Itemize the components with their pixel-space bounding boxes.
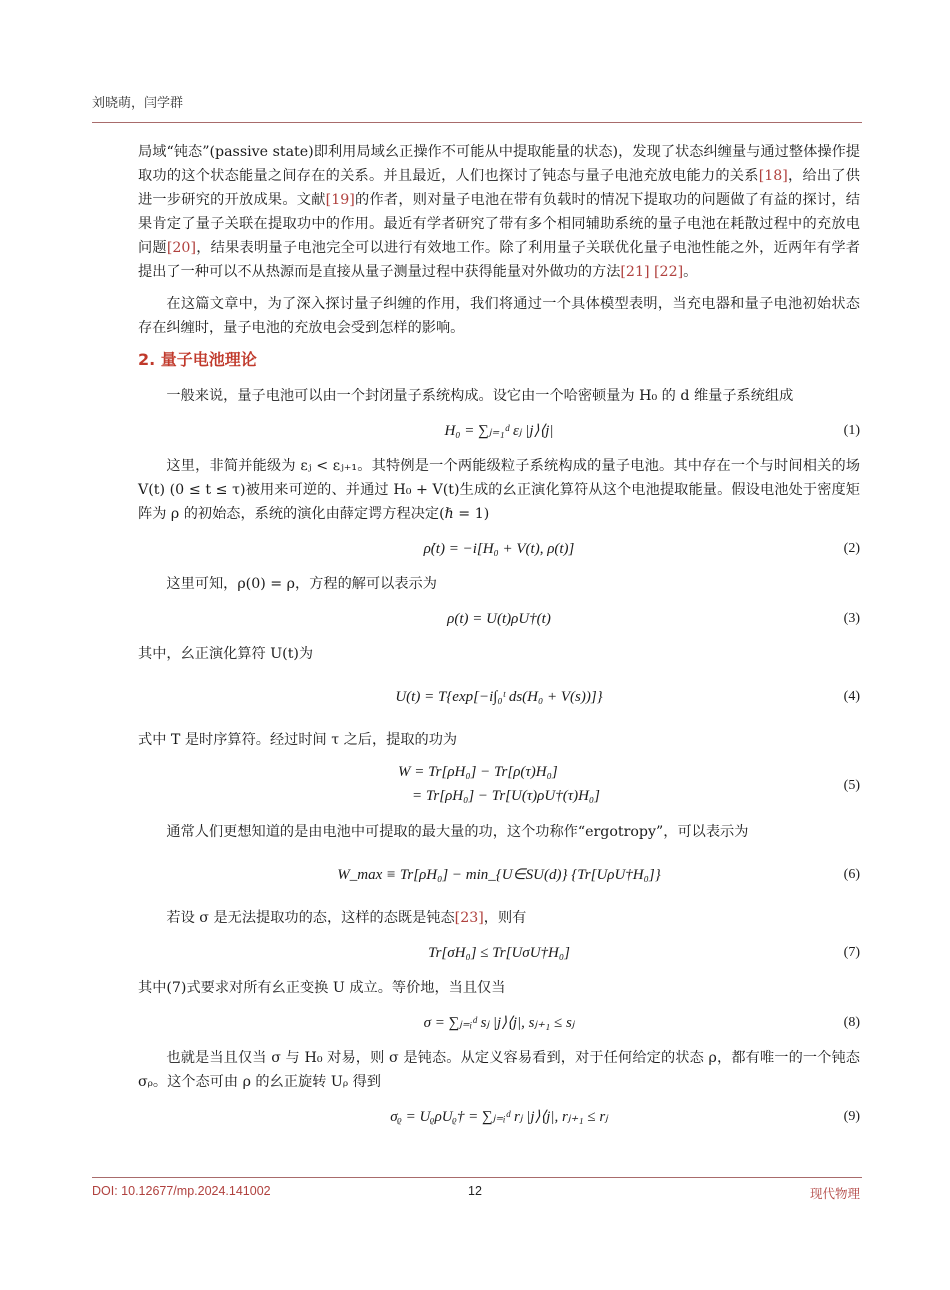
equation-number: (7) xyxy=(843,945,860,960)
page-number: 12 xyxy=(468,1184,482,1198)
footer-divider xyxy=(92,1177,862,1178)
running-head-authors: 刘晓萌，闫学群 xyxy=(92,96,184,111)
equation-4: U(t) = T{exp[−i∫₀ᵗ ds(H₀ + V(s))]} (4) xyxy=(138,674,860,720)
equation-8: σ = ∑ⱼ₌ᵢᵈ sⱼ |j⟩⟨j|, sⱼ₊₁ ≤ sⱼ (8) xyxy=(138,1008,860,1038)
equation-number: (3) xyxy=(843,611,860,626)
footer-doi-link[interactable]: DOI: 10.12677/mp.2024.141002 xyxy=(92,1184,271,1198)
paragraph-9: 若设 σ 是无法提取功的态，这样的态既是钝态[23]，则有 xyxy=(166,910,527,926)
paragraph-5: 这里可知，ρ(0) = ρ，方程的解可以表示为 xyxy=(166,576,437,592)
equation-1: H₀ = ∑ⱼ₌₁ᵈ εⱼ |j⟩⟨j| (1) xyxy=(138,416,860,446)
paragraph-11: 也就是当且仅当 σ 与 H₀ 对易，则 σ 是钝态。从定义容易看到，对于任何给定的状态 ρ，都有唯一的一个钝态 σᵨ。这个态可由 ρ 的幺正旋转 Uᵨ 得到 xyxy=(138,1050,860,1090)
paragraph-4: 这里，非简并能级为 εⱼ < εⱼ₊₁。其特例是一个两能级粒子系统构成的量子电池。其中存在一个与时间相关的场 V(t) (0 ≤ t ≤ τ)被用来可逆的、并通过 H₀ + V(t)生成的幺正演化算符从这个电池提取能量。假设电池处于密度矩阵为 ρ 的初始态，系统的演化由薛定谔方程决定(ℏ = 1) xyxy=(138,458,860,522)
citation-21-22[interactable]: [21] [22] xyxy=(620,264,684,280)
paragraph-8: 通常人们更想知道的是由电池中可提取的最大量的功，这个功称作“ergotropy”，可以表示为 xyxy=(166,824,749,840)
citation-18[interactable]: [18] xyxy=(758,168,788,184)
equation-number: (4) xyxy=(843,689,860,704)
equation-number: (1) xyxy=(843,423,860,438)
paragraph-6: 其中，幺正演化算符 U(t)为 xyxy=(138,646,314,662)
equation-9: σᵨ = UᵨρUᵨ† = ∑ⱼ₌ᵢᵈ rⱼ |j⟩⟨j|, rⱼ₊₁ ≤ rⱼ (9) xyxy=(138,1102,860,1132)
paragraph-7: 式中 T 是时序算符。经过时间 τ 之后，提取的功为 xyxy=(138,732,458,748)
paragraph-1: 局域“钝态”(passive state)即利用局域幺正操作不可能从中提取能量的状态)，发现了状态纠缠量与通过整体操作提取功的这个状态能量之间存在的关系。并且最近，人们也探讨了钝态与量子电池充放电能力的关系[18]，给出了供进一步研究的开放成果。文献[19]的作者，则对量子电池在带有负载时的情况下提取功的问题做了有益的探讨，结果肯定了量子关联在提取功中的作用。最近有学者研究了带有多个相同辅助系统的量子电池在耗散过程中的充放电问题[20]，结果表明量子电池完全可以进行有效地工作。除了利用量子关联优化量子电池性能之外，近两年有学者提出了一种可以不从热源而是直接从量子测量过程中获得能量对外做功的方法[21] [22]。 xyxy=(138,144,860,280)
equation-2: ρ̇(t) = −i[H₀ + V(t), ρ(t)] (2) xyxy=(138,534,860,564)
journal-name: 现代物理 xyxy=(809,1186,860,1201)
article-body xyxy=(138,140,860,1140)
paragraph-10: 其中(7)式要求对所有幺正变换 U 成立。等价地，当且仅当 xyxy=(138,980,506,996)
equation-6: W_max ≡ Tr[ρH₀] − min_{U∈SU(d)} {Tr[UρU†H₀]} (6) xyxy=(138,852,860,898)
section-title: 2. 量子电池理论 xyxy=(138,350,257,369)
equation-7: Tr[σH₀] ≤ Tr[UσU†H₀] (7) xyxy=(138,938,860,968)
equation-number: (9) xyxy=(843,1109,860,1124)
equation-number: (2) xyxy=(843,541,860,556)
header-divider xyxy=(92,122,862,123)
equation-3: ρ(t) = U(t)ρU†(t) (3) xyxy=(138,604,860,634)
citation-19[interactable]: [19] xyxy=(325,192,355,208)
equation-number: (8) xyxy=(843,1015,860,1030)
citation-23[interactable]: [23] xyxy=(454,910,484,926)
equation-number: (6) xyxy=(843,867,860,882)
equation-5: W = Tr[ρH₀] − Tr[ρ(τ)H₀] = Tr[ρH₀] − Tr[U(τ)ρU†(τ)H₀] (5) xyxy=(138,760,860,812)
paragraph-3: 一般来说，量子电池可以由一个封闭量子系统构成。设它由一个哈密顿量为 H₀ 的 d 维量子系统组成 xyxy=(166,388,794,404)
paragraph-2: 在这篇文章中，为了深入探讨量子纠缠的作用，我们将通过一个具体模型表明，当充电器和量子电池初始状态存在纠缠时，量子电池的充放电会受到怎样的影响。 xyxy=(138,296,860,336)
citation-20[interactable]: [20] xyxy=(166,240,196,256)
equation-number: (5) xyxy=(843,778,860,793)
